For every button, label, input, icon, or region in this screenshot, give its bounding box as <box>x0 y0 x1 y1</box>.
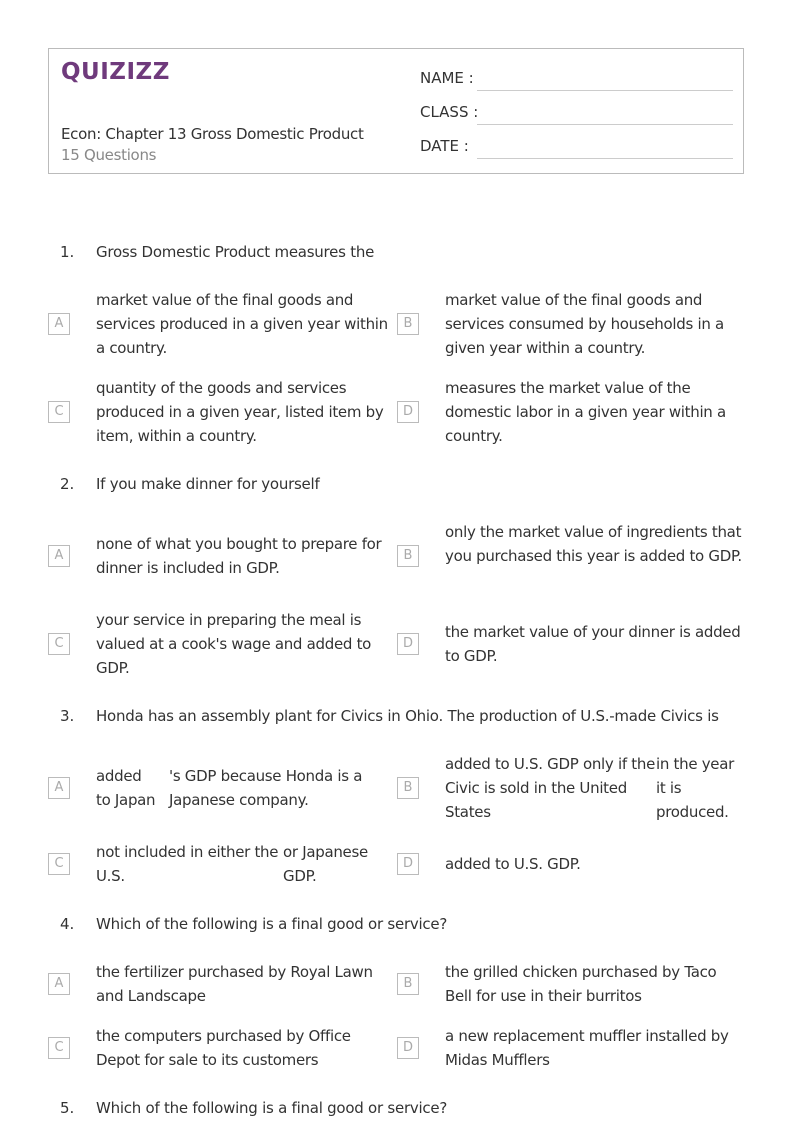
question-text: If you make dinner for yourself <box>96 475 320 493</box>
question-count: 15 Questions <box>61 146 157 164</box>
name-label: NAME : <box>420 69 474 87</box>
option-box-c[interactable]: C <box>48 853 70 875</box>
option-text: market value of the final goods and services produced in a given year within a country. <box>96 291 388 357</box>
option-box-a[interactable]: A <box>48 777 70 799</box>
question-number: 3. <box>60 707 75 725</box>
option-box-d[interactable]: D <box>397 1037 419 1059</box>
question-text: Gross Domestic Product measures the <box>96 243 375 261</box>
question-number: 1. <box>60 243 75 261</box>
option-box-a[interactable]: A <box>48 313 70 335</box>
option-text-fragment: or Japanese GDP. <box>283 843 368 885</box>
option-text-fragment: in the year it is produced. <box>656 755 734 821</box>
option-text: the market value of your dinner is added to GDP. <box>445 623 741 665</box>
option-text: measures the market value of the domestic labor in a given year within a country. <box>445 379 726 445</box>
question-number: 2. <box>60 475 75 493</box>
name-field[interactable] <box>477 90 733 91</box>
option-text: the grilled chicken purchased by Taco Bell for use in their burritos <box>445 963 717 1005</box>
question-text: Which of the following is a final good or service? <box>96 1099 448 1117</box>
option-text: quantity of the goods and services produced in a given year, listed item by item, within a country. <box>96 379 384 445</box>
option-text: a new replacement muffler installed by Midas Mufflers <box>445 1027 729 1069</box>
option-box-c[interactable]: C <box>48 633 70 655</box>
option-text: your service in preparing the meal is valued at a cook's wage and added to GDP. <box>96 611 372 677</box>
question-text: Honda has an assembly plant for Civics in Ohio. The production of U.S.-made Civics is <box>96 707 719 725</box>
option-text: only the market value of ingredients that you purchased this year is added to GDP. <box>445 523 742 565</box>
class-label: CLASS : <box>420 103 479 121</box>
option-box-a[interactable]: A <box>48 973 70 995</box>
question-number: 4. <box>60 915 75 933</box>
class-field[interactable] <box>477 124 733 125</box>
date-field[interactable] <box>477 158 733 159</box>
worksheet-header <box>48 48 744 174</box>
option-text-fragment: 's GDP because Honda is a Japanese company. <box>169 767 363 809</box>
quizizz-logo: QUIZIZZ <box>61 59 170 85</box>
option-box-b[interactable]: B <box>397 545 419 567</box>
option-box-d[interactable]: D <box>397 853 419 875</box>
option-text: added to U.S. GDP. <box>445 855 581 873</box>
option-box-d[interactable]: D <box>397 633 419 655</box>
option-box-b[interactable]: B <box>397 973 419 995</box>
option-text: none of what you bought to prepare for dinner is included in GDP. <box>96 535 382 577</box>
question-text: Which of the following is a final good or service? <box>96 915 448 933</box>
option-box-c[interactable]: C <box>48 401 70 423</box>
worksheet-title: Econ: Chapter 13 Gross Domestic Product <box>61 125 364 143</box>
option-box-a[interactable]: A <box>48 545 70 567</box>
option-text: the computers purchased by Office Depot for sale to its customers <box>96 1027 351 1069</box>
question-number: 5. <box>60 1099 75 1117</box>
option-text: market value of the final goods and services consumed by households in a given year within a country. <box>445 291 724 357</box>
option-box-b[interactable]: B <box>397 777 419 799</box>
option-text-fragment: added to Japan <box>96 767 156 809</box>
option-box-c[interactable]: C <box>48 1037 70 1059</box>
option-box-d[interactable]: D <box>397 401 419 423</box>
date-label: DATE : <box>420 137 469 155</box>
option-text-fragment: not included in either the U.S. <box>96 843 279 885</box>
option-box-b[interactable]: B <box>397 313 419 335</box>
option-text: the fertilizer purchased by Royal Lawn and Landscape <box>96 963 373 1005</box>
option-text-fragment: added to U.S. GDP only if the Civic is sold in the United States <box>445 755 656 821</box>
